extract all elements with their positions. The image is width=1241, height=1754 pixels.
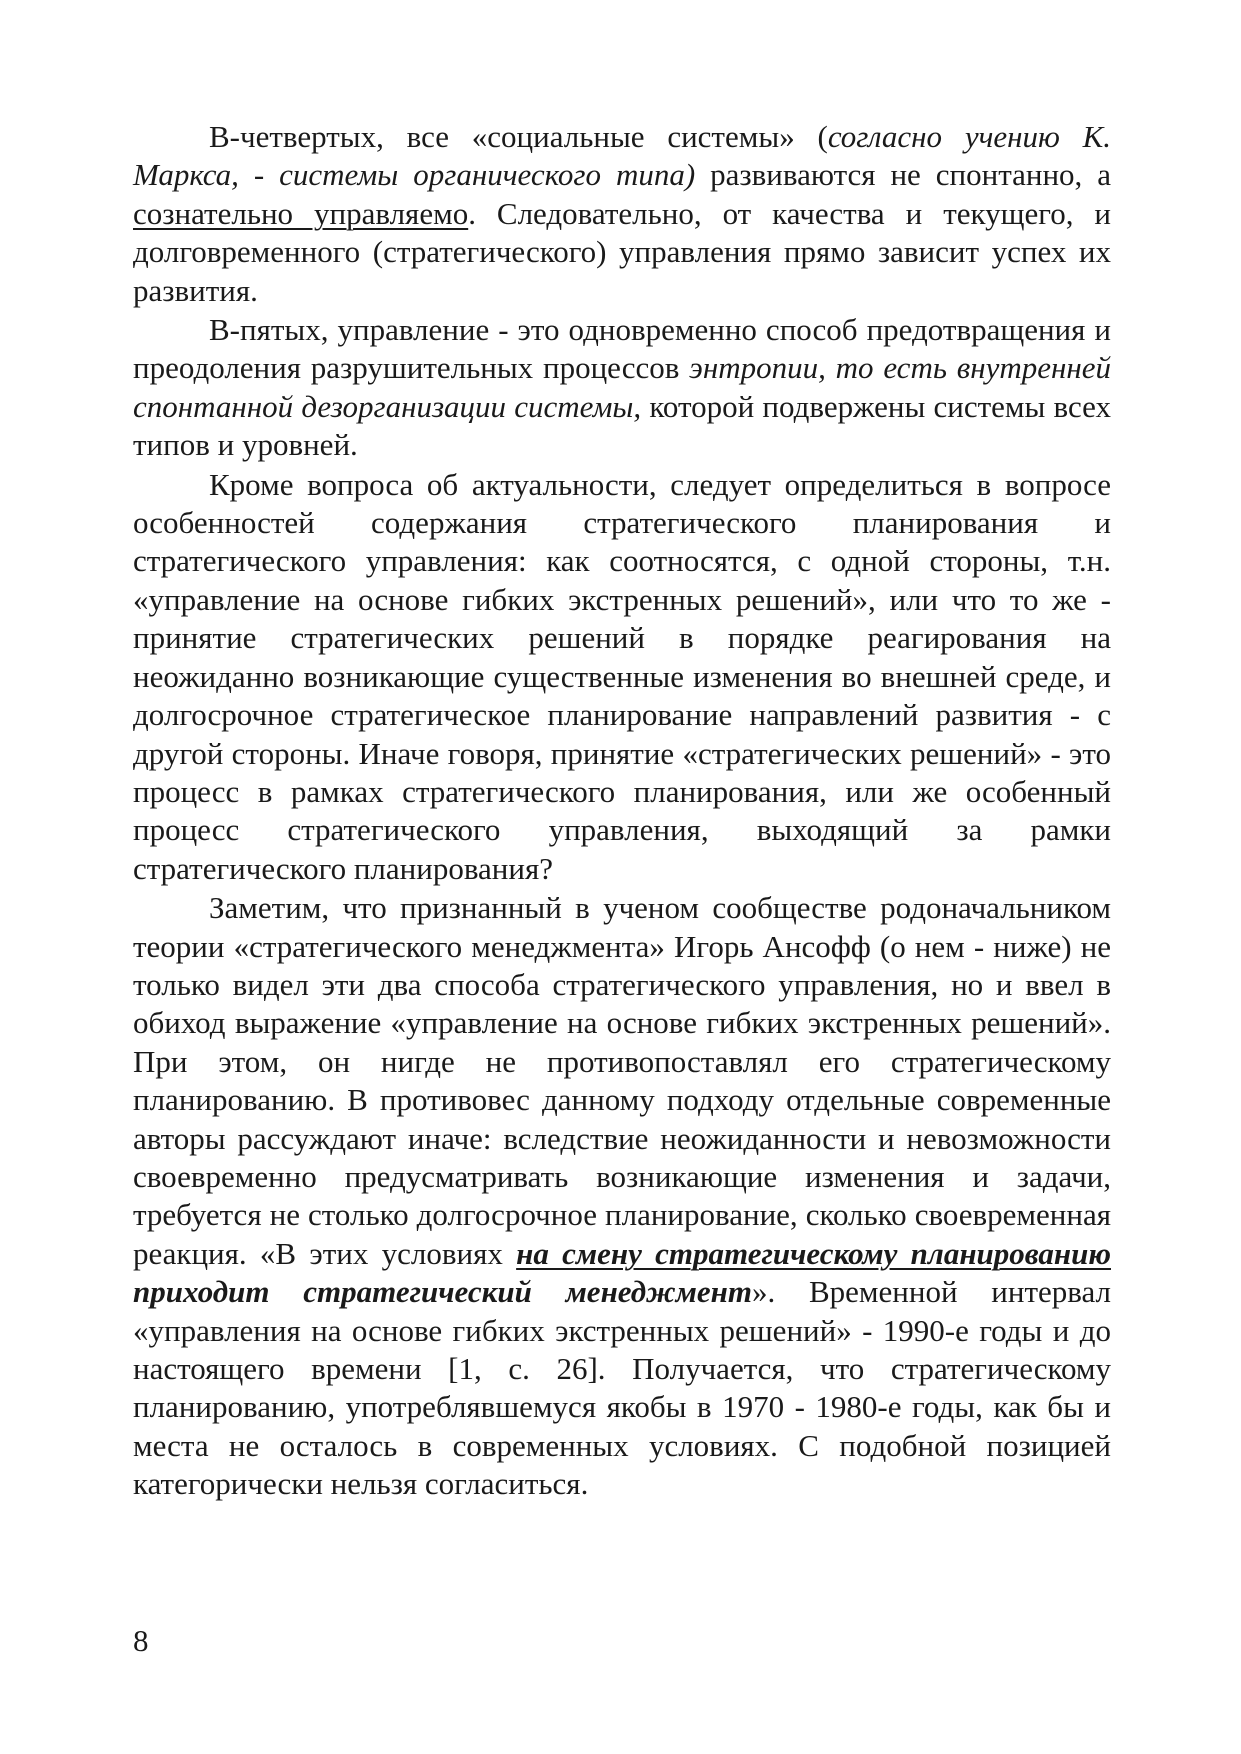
text-segment: В-четвертых, все «социальные системы» ( — [209, 119, 828, 154]
paragraph-2 — [133, 311, 1111, 465]
body-text — [133, 118, 1111, 1504]
text-segment-underline: сознательно управляемо — [133, 195, 469, 231]
text-segment: В-пятых, управление - это одновременно способ предотвращения и преодоления разрушительных процессов — [133, 312, 1111, 386]
text-segment: развиваются не спонтанно, а — [695, 157, 1112, 193]
text-segment-bold-italic: приходит стратегический менеджмент — [133, 1274, 752, 1310]
paragraph-3 — [133, 466, 1111, 888]
text-segment: . Следовательно, от качества и текущего, и долговременного (стратегического) управления прямо зависит успех их развития. — [133, 195, 1111, 308]
text-segment: Кроме вопроса об актуальности, следует определиться в вопросе особенностей содержания стратегического планирования и стратегического управления: как соотносятся, с одной стороны, т.н. «управление на основе гибких экстренных решений», или что то же - принятие стратегических решений в порядке реагирования на неожиданно возникающие существенные изменения во внешней среде, и долгосрочное стратегическое планирование направлений развития - с другой стороны. Иначе говоря, принятие «стратегических решений» - это процесс в рамках стратегического планирования, или же особенный процесс стратегического управления, выходящий за рамки стратегического планирования? — [133, 466, 1111, 886]
paragraph-4 — [133, 889, 1111, 1504]
page-number: 8 — [133, 1623, 149, 1658]
paragraph-1 — [133, 118, 1111, 310]
text-segment-italic: энтропии, то есть внутренней спонтанной дезорганизации системы, — [133, 350, 1111, 424]
text-segment: которой подвержены системы всех типов и уровней. — [133, 388, 1111, 463]
text-segment-italic: согласно учению К. Маркса, - системы органического типа) — [133, 119, 1111, 193]
text-segment-bold-italic-underline: на смену стратегическому планированию — [516, 1235, 1111, 1271]
text-segment: Заметим, что признанный в ученом сообществе родоначальником теории «стратегического менеджмента» Игорь Ансофф (о нем - ниже) не только видел эти два способа стратегического управления, но и ввел в обиход выражение «управление на основе гибких экстренных решений». При этом, он нигде не противопоставлял его стратегическому планированию. В противовес данному подходу отдельные современные авторы рассуждают иначе: вследствие неожиданности и невозможности своевременно предусматривать возникающие изменения и задачи, требуется не столько долгосрочное планирование, сколько своевременная реакция. «В этих условиях — [133, 890, 1111, 1271]
text-segment: ». Временной интервал «управления на основе гибких экстренных решений» - 1990-е годы и до настоящего времени [1, с. 26]. Получается, что стратегическому планированию, употреблявшемуся якобы в 1970 - 1980-е годы, как бы и места не осталось в современных условиях. С подобной позицией категорически нельзя согласиться. — [133, 1274, 1111, 1502]
